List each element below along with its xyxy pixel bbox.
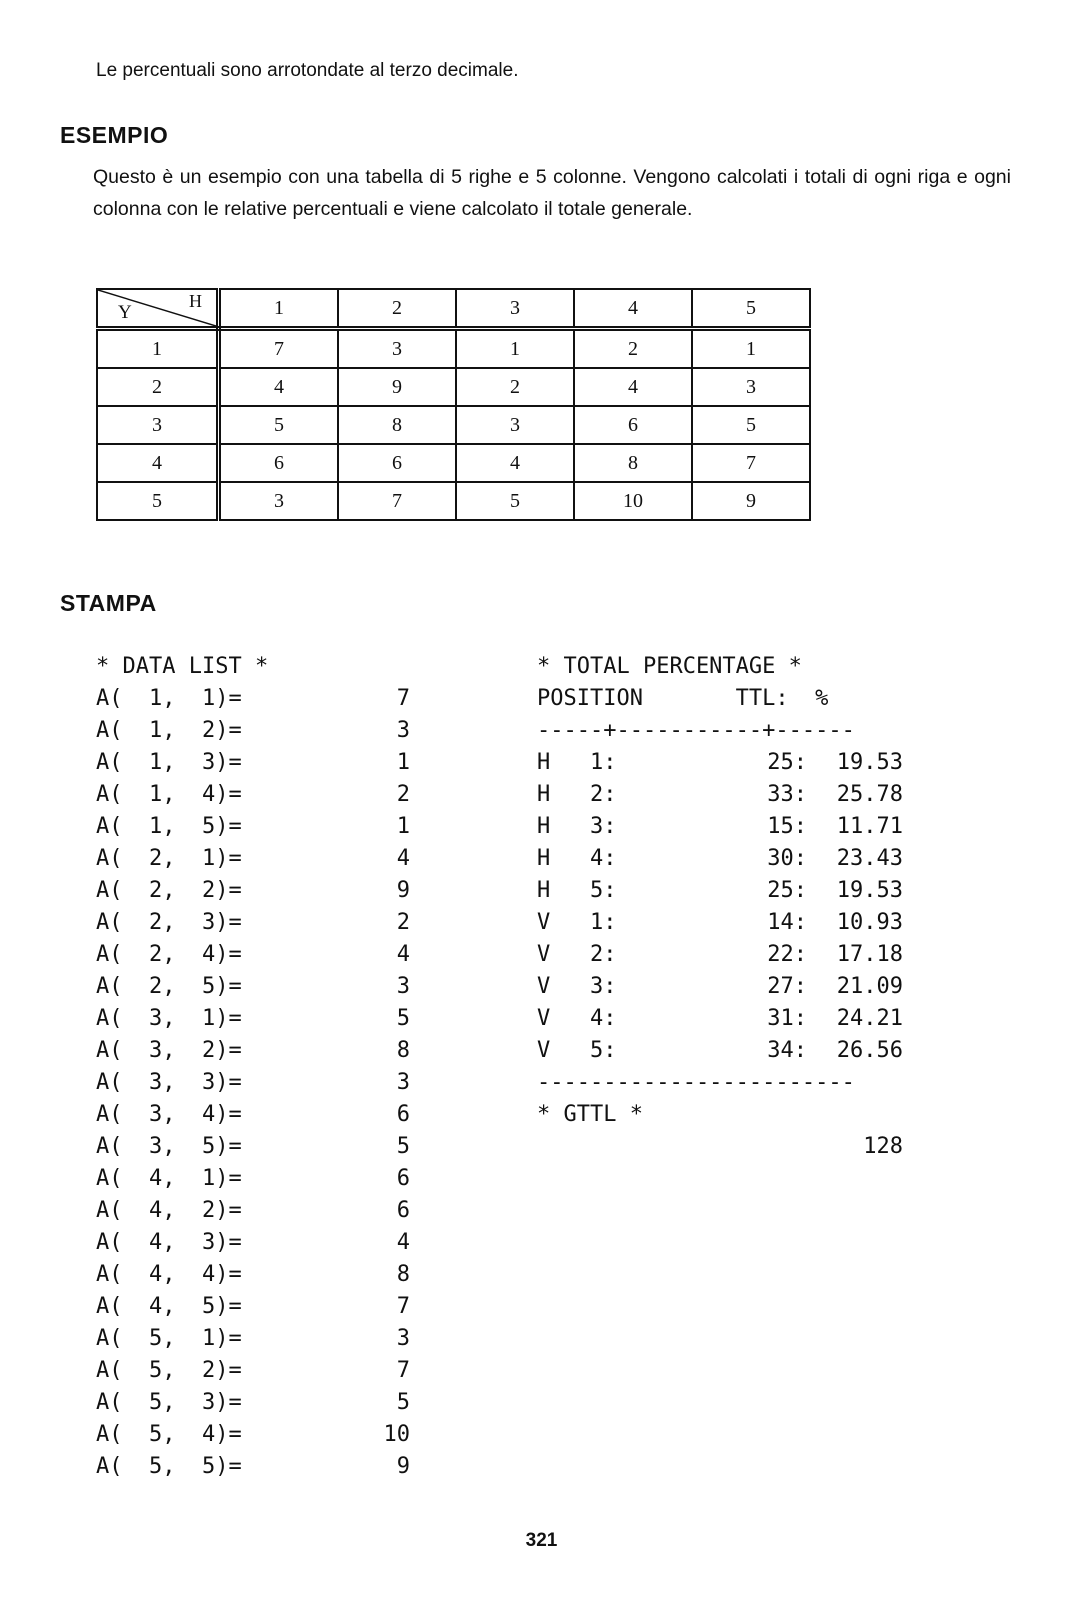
data-list-value: 5 bbox=[396, 1134, 410, 1159]
data-list-label: A( 4, 3)= bbox=[96, 1230, 242, 1255]
matrix-col-header: 1 bbox=[219, 289, 339, 329]
data-list-line bbox=[96, 683, 410, 715]
data-list-line bbox=[96, 1035, 410, 1067]
matrix-col-header: 3 bbox=[456, 289, 574, 329]
data-list-line bbox=[96, 811, 410, 843]
example-matrix-table bbox=[96, 288, 811, 521]
data-list-value: 5 bbox=[396, 1006, 410, 1031]
matrix-row bbox=[97, 368, 810, 406]
matrix-row-label: 5 bbox=[97, 482, 219, 520]
total-ttl: 25: bbox=[767, 750, 807, 775]
matrix-cell: 10 bbox=[574, 482, 692, 520]
total-ttl: 14: bbox=[767, 910, 807, 935]
data-list-line bbox=[96, 907, 410, 939]
page-number: 321 bbox=[525, 1530, 558, 1551]
total-position: V 1: bbox=[537, 910, 617, 935]
matrix-row-label: 1 bbox=[97, 329, 219, 369]
data-list-label: A( 5, 3)= bbox=[96, 1390, 242, 1415]
data-list-value: 9 bbox=[396, 878, 410, 903]
data-list-value: 2 bbox=[396, 910, 410, 935]
total-percent: 17.18 bbox=[836, 942, 903, 967]
matrix-cell: 2 bbox=[574, 329, 692, 369]
matrix-row-label: 3 bbox=[97, 406, 219, 444]
matrix-cell: 3 bbox=[219, 482, 339, 520]
matrix-cell: 1 bbox=[456, 329, 574, 369]
total-position: V 3: bbox=[537, 974, 617, 999]
data-list-value: 7 bbox=[396, 686, 410, 711]
total-percentage-printout bbox=[537, 651, 907, 1163]
data-list-label: A( 5, 5)= bbox=[96, 1454, 242, 1479]
data-list-value: 9 bbox=[396, 1454, 410, 1479]
total-percent: 23.43 bbox=[836, 846, 903, 871]
data-list-label: A( 3, 1)= bbox=[96, 1006, 242, 1031]
data-list-value: 4 bbox=[396, 846, 410, 871]
total-percent: 24.21 bbox=[836, 1006, 903, 1031]
matrix-cell: 5 bbox=[456, 482, 574, 520]
esempio-heading: ESEMPIO bbox=[60, 122, 169, 148]
total-percent: 25.78 bbox=[836, 782, 903, 807]
total-ttl: 30: bbox=[767, 846, 807, 871]
data-list-value: 5 bbox=[396, 1390, 410, 1415]
esempio-paragraph: Questo è un esempio con una tabella di 5 righe e 5 colonne. Vengono calcolati i totali di ogni riga e ogni colonna con le relative percentuali e viene calcolato il totale generale. bbox=[93, 166, 1011, 220]
data-list-label: A( 5, 4)= bbox=[96, 1422, 242, 1447]
total-percentage-row bbox=[537, 907, 907, 939]
total-position: H 1: bbox=[537, 750, 617, 775]
data-list-value: 7 bbox=[396, 1358, 410, 1383]
matrix-cell: 7 bbox=[692, 444, 810, 482]
total-percentage-rule-top: -----+-----------+------ bbox=[537, 718, 855, 743]
matrix-row bbox=[97, 329, 810, 369]
total-percent: 19.53 bbox=[836, 750, 903, 775]
data-list-label: A( 4, 4)= bbox=[96, 1262, 242, 1287]
data-list-line bbox=[96, 1259, 410, 1291]
matrix-cell: 8 bbox=[574, 444, 692, 482]
matrix-cell: 4 bbox=[219, 368, 339, 406]
data-list-value: 7 bbox=[396, 1294, 410, 1319]
data-list-line bbox=[96, 779, 410, 811]
stampa-heading: STAMPA bbox=[60, 590, 157, 616]
data-list-label: A( 3, 5)= bbox=[96, 1134, 242, 1159]
data-list-label: A( 2, 3)= bbox=[96, 910, 242, 935]
total-position: V 5: bbox=[537, 1038, 617, 1063]
total-position: H 3: bbox=[537, 814, 617, 839]
data-list-line bbox=[96, 1067, 410, 1099]
total-ttl: 22: bbox=[767, 942, 807, 967]
total-ttl: 31: bbox=[767, 1006, 807, 1031]
matrix-cell: 7 bbox=[219, 329, 339, 369]
matrix-cell: 3 bbox=[456, 406, 574, 444]
data-list-label: A( 5, 1)= bbox=[96, 1326, 242, 1351]
data-list-line bbox=[96, 1419, 410, 1451]
data-list-value: 3 bbox=[396, 1070, 410, 1095]
gttl-value: 128 bbox=[863, 1134, 903, 1159]
data-list-label: A( 4, 5)= bbox=[96, 1294, 242, 1319]
total-percentage-row bbox=[537, 843, 907, 875]
matrix-col-header: 5 bbox=[692, 289, 810, 329]
data-list-value: 6 bbox=[396, 1102, 410, 1127]
total-ttl: 27: bbox=[767, 974, 807, 999]
total-position: V 2: bbox=[537, 942, 617, 967]
total-ttl: 15: bbox=[767, 814, 807, 839]
total-percentage-row bbox=[537, 747, 907, 779]
data-list-value: 4 bbox=[396, 1230, 410, 1255]
data-list-label: A( 3, 4)= bbox=[96, 1102, 242, 1127]
corner-y-label: Y bbox=[118, 302, 132, 323]
data-list-printout bbox=[96, 651, 410, 1483]
data-list-label: A( 1, 3)= bbox=[96, 750, 242, 775]
data-list-value: 4 bbox=[396, 942, 410, 967]
total-percentage-row bbox=[537, 811, 907, 843]
data-list-label: A( 2, 4)= bbox=[96, 942, 242, 967]
matrix-header-row bbox=[97, 289, 810, 329]
data-list-line bbox=[96, 1387, 410, 1419]
matrix-cell: 2 bbox=[456, 368, 574, 406]
data-list-line bbox=[96, 1195, 410, 1227]
data-list-value: 8 bbox=[396, 1038, 410, 1063]
data-list-line bbox=[96, 1003, 410, 1035]
data-list-value: 3 bbox=[396, 1326, 410, 1351]
total-percentage-row bbox=[537, 971, 907, 1003]
data-list-value: 2 bbox=[396, 782, 410, 807]
matrix-row-label: 4 bbox=[97, 444, 219, 482]
matrix-cell: 9 bbox=[338, 368, 456, 406]
matrix-col-header: 2 bbox=[338, 289, 456, 329]
total-percent: 11.71 bbox=[836, 814, 903, 839]
data-list-value: 3 bbox=[396, 974, 410, 999]
data-list-label: A( 1, 5)= bbox=[96, 814, 242, 839]
data-list-line bbox=[96, 1355, 410, 1387]
data-list-value: 1 bbox=[396, 750, 410, 775]
gttl-title: * GTTL * bbox=[537, 1102, 643, 1127]
total-percentage-row bbox=[537, 1003, 907, 1035]
total-percentage-row bbox=[537, 875, 907, 907]
data-list-value: 3 bbox=[396, 718, 410, 743]
data-list-label: A( 4, 2)= bbox=[96, 1198, 242, 1223]
matrix-col-header: 4 bbox=[574, 289, 692, 329]
data-list-line bbox=[96, 747, 410, 779]
total-ttl: 34: bbox=[767, 1038, 807, 1063]
total-percentage-row bbox=[537, 939, 907, 971]
matrix-cell: 7 bbox=[338, 482, 456, 520]
data-list-line bbox=[96, 1099, 410, 1131]
matrix-cell: 6 bbox=[219, 444, 339, 482]
total-position: V 4: bbox=[537, 1006, 617, 1031]
total-position: H 2: bbox=[537, 782, 617, 807]
total-ttl: 25: bbox=[767, 878, 807, 903]
matrix-row bbox=[97, 406, 810, 444]
data-list-label: A( 1, 1)= bbox=[96, 686, 242, 711]
data-list-line bbox=[96, 843, 410, 875]
data-list-label: A( 4, 1)= bbox=[96, 1166, 242, 1191]
matrix-cell: 6 bbox=[574, 406, 692, 444]
total-position: H 5: bbox=[537, 878, 617, 903]
data-list-line bbox=[96, 715, 410, 747]
data-list-line bbox=[96, 1163, 410, 1195]
data-list-label: A( 2, 2)= bbox=[96, 878, 242, 903]
matrix-corner-cell bbox=[97, 289, 219, 329]
matrix-cell: 9 bbox=[692, 482, 810, 520]
data-list-label: A( 2, 5)= bbox=[96, 974, 242, 999]
matrix-row-label: 2 bbox=[97, 368, 219, 406]
total-percentage-row bbox=[537, 779, 907, 811]
matrix-row bbox=[97, 444, 810, 482]
total-percentage-header: POSITION TTL: % bbox=[537, 686, 829, 711]
total-percent: 19.53 bbox=[836, 878, 903, 903]
total-position: H 4: bbox=[537, 846, 617, 871]
matrix-cell: 4 bbox=[574, 368, 692, 406]
matrix-cell: 3 bbox=[692, 368, 810, 406]
matrix-cell: 8 bbox=[338, 406, 456, 444]
corner-h-label: H bbox=[189, 291, 202, 311]
total-percent: 10.93 bbox=[836, 910, 903, 935]
data-list-label: A( 3, 3)= bbox=[96, 1070, 242, 1095]
data-list-value: 8 bbox=[396, 1262, 410, 1287]
data-list-label: A( 5, 2)= bbox=[96, 1358, 242, 1383]
data-list-label: A( 1, 2)= bbox=[96, 718, 242, 743]
total-ttl: 33: bbox=[767, 782, 807, 807]
matrix-cell: 5 bbox=[692, 406, 810, 444]
matrix-cell: 4 bbox=[456, 444, 574, 482]
data-list-value: 6 bbox=[396, 1166, 410, 1191]
total-percentage-title: * TOTAL PERCENTAGE * bbox=[537, 654, 802, 679]
matrix-cell: 1 bbox=[692, 329, 810, 369]
matrix-row bbox=[97, 482, 810, 520]
data-list-line bbox=[96, 1323, 410, 1355]
matrix-cell: 5 bbox=[219, 406, 339, 444]
intro-text: Le percentuali sono arrotondate al terzo decimale. bbox=[96, 60, 519, 81]
total-percentage-rule-bottom: ------------------------ bbox=[537, 1070, 855, 1095]
matrix-cell: 6 bbox=[338, 444, 456, 482]
matrix-cell: 3 bbox=[338, 329, 456, 369]
data-list-line bbox=[96, 1291, 410, 1323]
total-percent: 21.09 bbox=[836, 974, 903, 999]
data-list-label: A( 1, 4)= bbox=[96, 782, 242, 807]
total-percentage-row bbox=[537, 1035, 907, 1067]
data-list-value: 6 bbox=[396, 1198, 410, 1223]
data-list-line bbox=[96, 1131, 410, 1163]
data-list-line bbox=[96, 875, 410, 907]
data-list-label: A( 3, 2)= bbox=[96, 1038, 242, 1063]
data-list-line bbox=[96, 971, 410, 1003]
total-percent: 26.56 bbox=[836, 1038, 903, 1063]
data-list-title: * DATA LIST * bbox=[96, 654, 269, 679]
data-list-value: 10 bbox=[383, 1422, 410, 1447]
data-list-value: 1 bbox=[396, 814, 410, 839]
data-list-line bbox=[96, 1451, 410, 1483]
data-list-label: A( 2, 1)= bbox=[96, 846, 242, 871]
data-list-line bbox=[96, 1227, 410, 1259]
data-list-line bbox=[96, 939, 410, 971]
